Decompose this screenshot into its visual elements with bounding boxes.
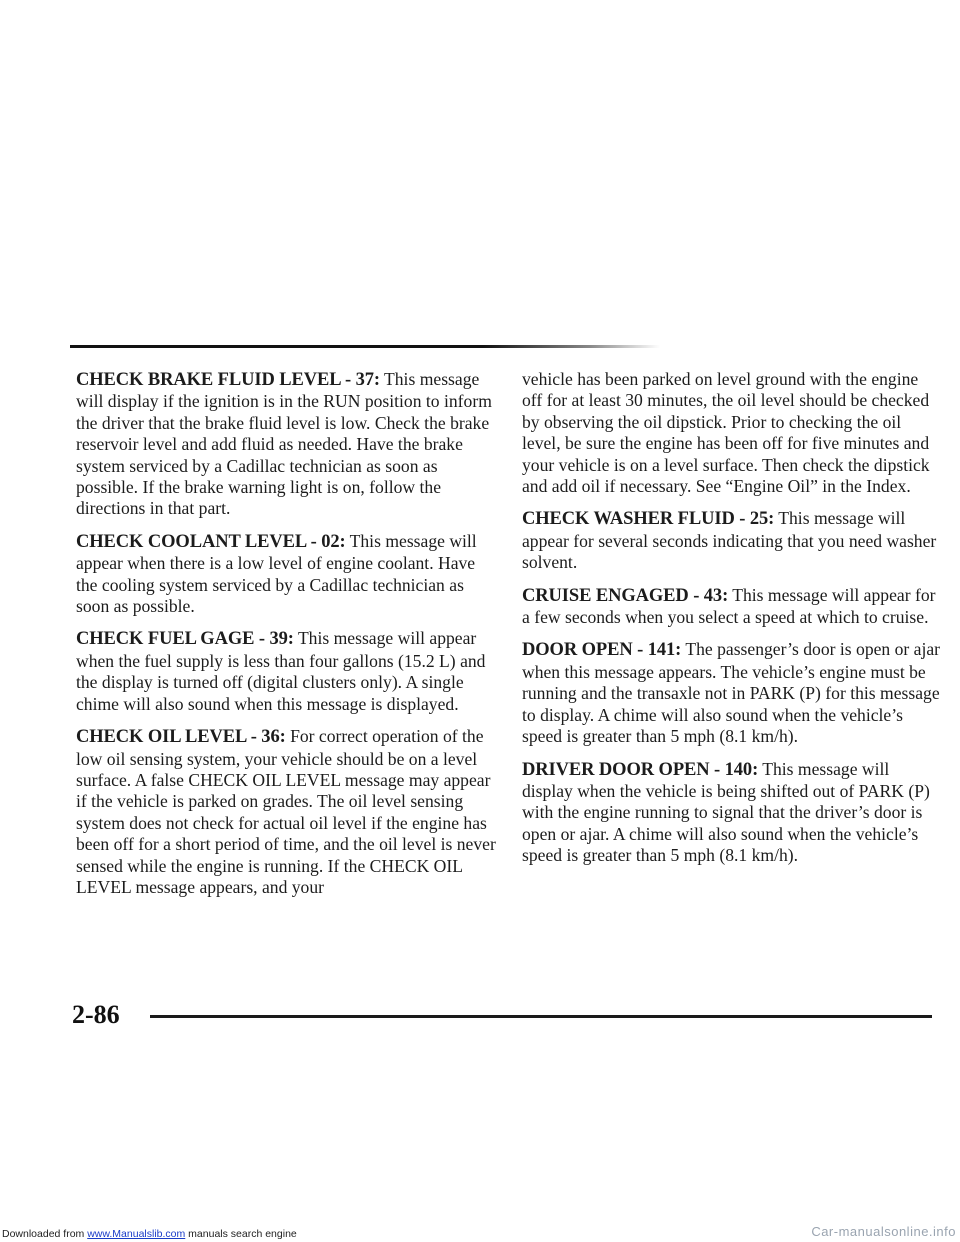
message-coolant-level [76, 531, 496, 618]
message-driver-door-open [522, 759, 942, 867]
footer-suffix: manuals search engine [185, 1228, 297, 1240]
left-column [76, 369, 496, 909]
message-brake-fluid [76, 369, 496, 520]
message-heading: DOOR OPEN - 141: [522, 640, 682, 661]
footer-rule [150, 1015, 932, 1018]
message-body: For correct operation of the low oil sensing system, your vehicle should be on a level surface. A false CHECK OIL LEVEL message may appear if the vehicle is parked on grades. The oil level sensing system does not check for actual oil level if the engine has been off for a short period of time, and the oil level is never sensed while the engine is running. If the CHECK OIL LEVEL message appears, and your [76, 726, 496, 897]
message-oil-level [76, 726, 496, 898]
message-door-open [522, 639, 942, 747]
download-footer [2, 1228, 297, 1240]
watermark-text: Car-manualsonline.info [811, 1224, 956, 1239]
right-column [522, 369, 942, 878]
message-oil-level-continued [522, 369, 942, 497]
message-washer-fluid [522, 508, 942, 573]
message-body: vehicle has been parked on level ground with the engine off for at least 30 minutes, the oil level should be checked by observing the oil dipstick. Prior to checking the oil level, be sure the engine has been off for five minutes and your vehicle is on a level surface. Then check the dipstick and add oil if necessary. See “Engine Oil” in the Index. [522, 369, 930, 497]
message-body: This message will appear when the fuel supply is less than four gallons (15.2 L) and the display is turned off (digital clusters only). A single chime will also sound when this message is displayed. [76, 628, 486, 714]
message-body: This message will appear for several seconds indicating that you need washer solvent. [522, 508, 937, 573]
footer-prefix: Downloaded from [2, 1228, 88, 1240]
message-fuel-gage [76, 628, 496, 715]
message-body: This message will appear for a few seconds when you select a speed at which to cruise. [522, 584, 936, 628]
page-number: 2-86 [72, 1000, 120, 1029]
message-heading: DRIVER DOOR OPEN - 140: [522, 759, 759, 780]
manualslib-link[interactable]: www.Manualslib.com [87, 1228, 186, 1240]
message-body: This message will display when the vehicle is being shifted out of PARK (P) with the engine running to signal that the driver’s door is open or ajar. A chime will also sound when the vehicle’s speed is greater than 5 mph (8.1 km/h). [522, 758, 930, 866]
message-cruise-engaged [522, 585, 942, 629]
message-body: This message will display if the ignition is in the RUN position to inform the driver that the brake fluid level is low. Check the brake reservoir level and add fluid as needed. Have the brake system serviced by a Cadillac technician as soon as possible. If the brake warning light is on, follow the directions in that part. [76, 369, 492, 519]
message-heading: CHECK WASHER FLUID - 25: [522, 509, 775, 530]
message-heading: CRUISE ENGAGED - 43: [522, 585, 729, 606]
header-rule [70, 345, 660, 348]
message-heading: CHECK OIL LEVEL - 36: [76, 727, 286, 748]
message-heading: CHECK BRAKE FLUID LEVEL - 37: [76, 370, 380, 390]
message-body: This message will appear when there is a low level of engine coolant. Have the cooling system serviced by a Cadillac technician as soon as possible. [76, 530, 477, 617]
message-heading: CHECK COOLANT LEVEL - 02: [76, 531, 346, 552]
message-body: The passenger’s door is open or ajar when this message appears. The vehicle’s engine must be running and the transaxle not in PARK (P) for this message to display. A chime will also sound when the vehicle’s speed is greater than 5 mph (8.1 km/h). [522, 639, 941, 747]
message-heading: CHECK FUEL GAGE - 39: [76, 629, 294, 650]
